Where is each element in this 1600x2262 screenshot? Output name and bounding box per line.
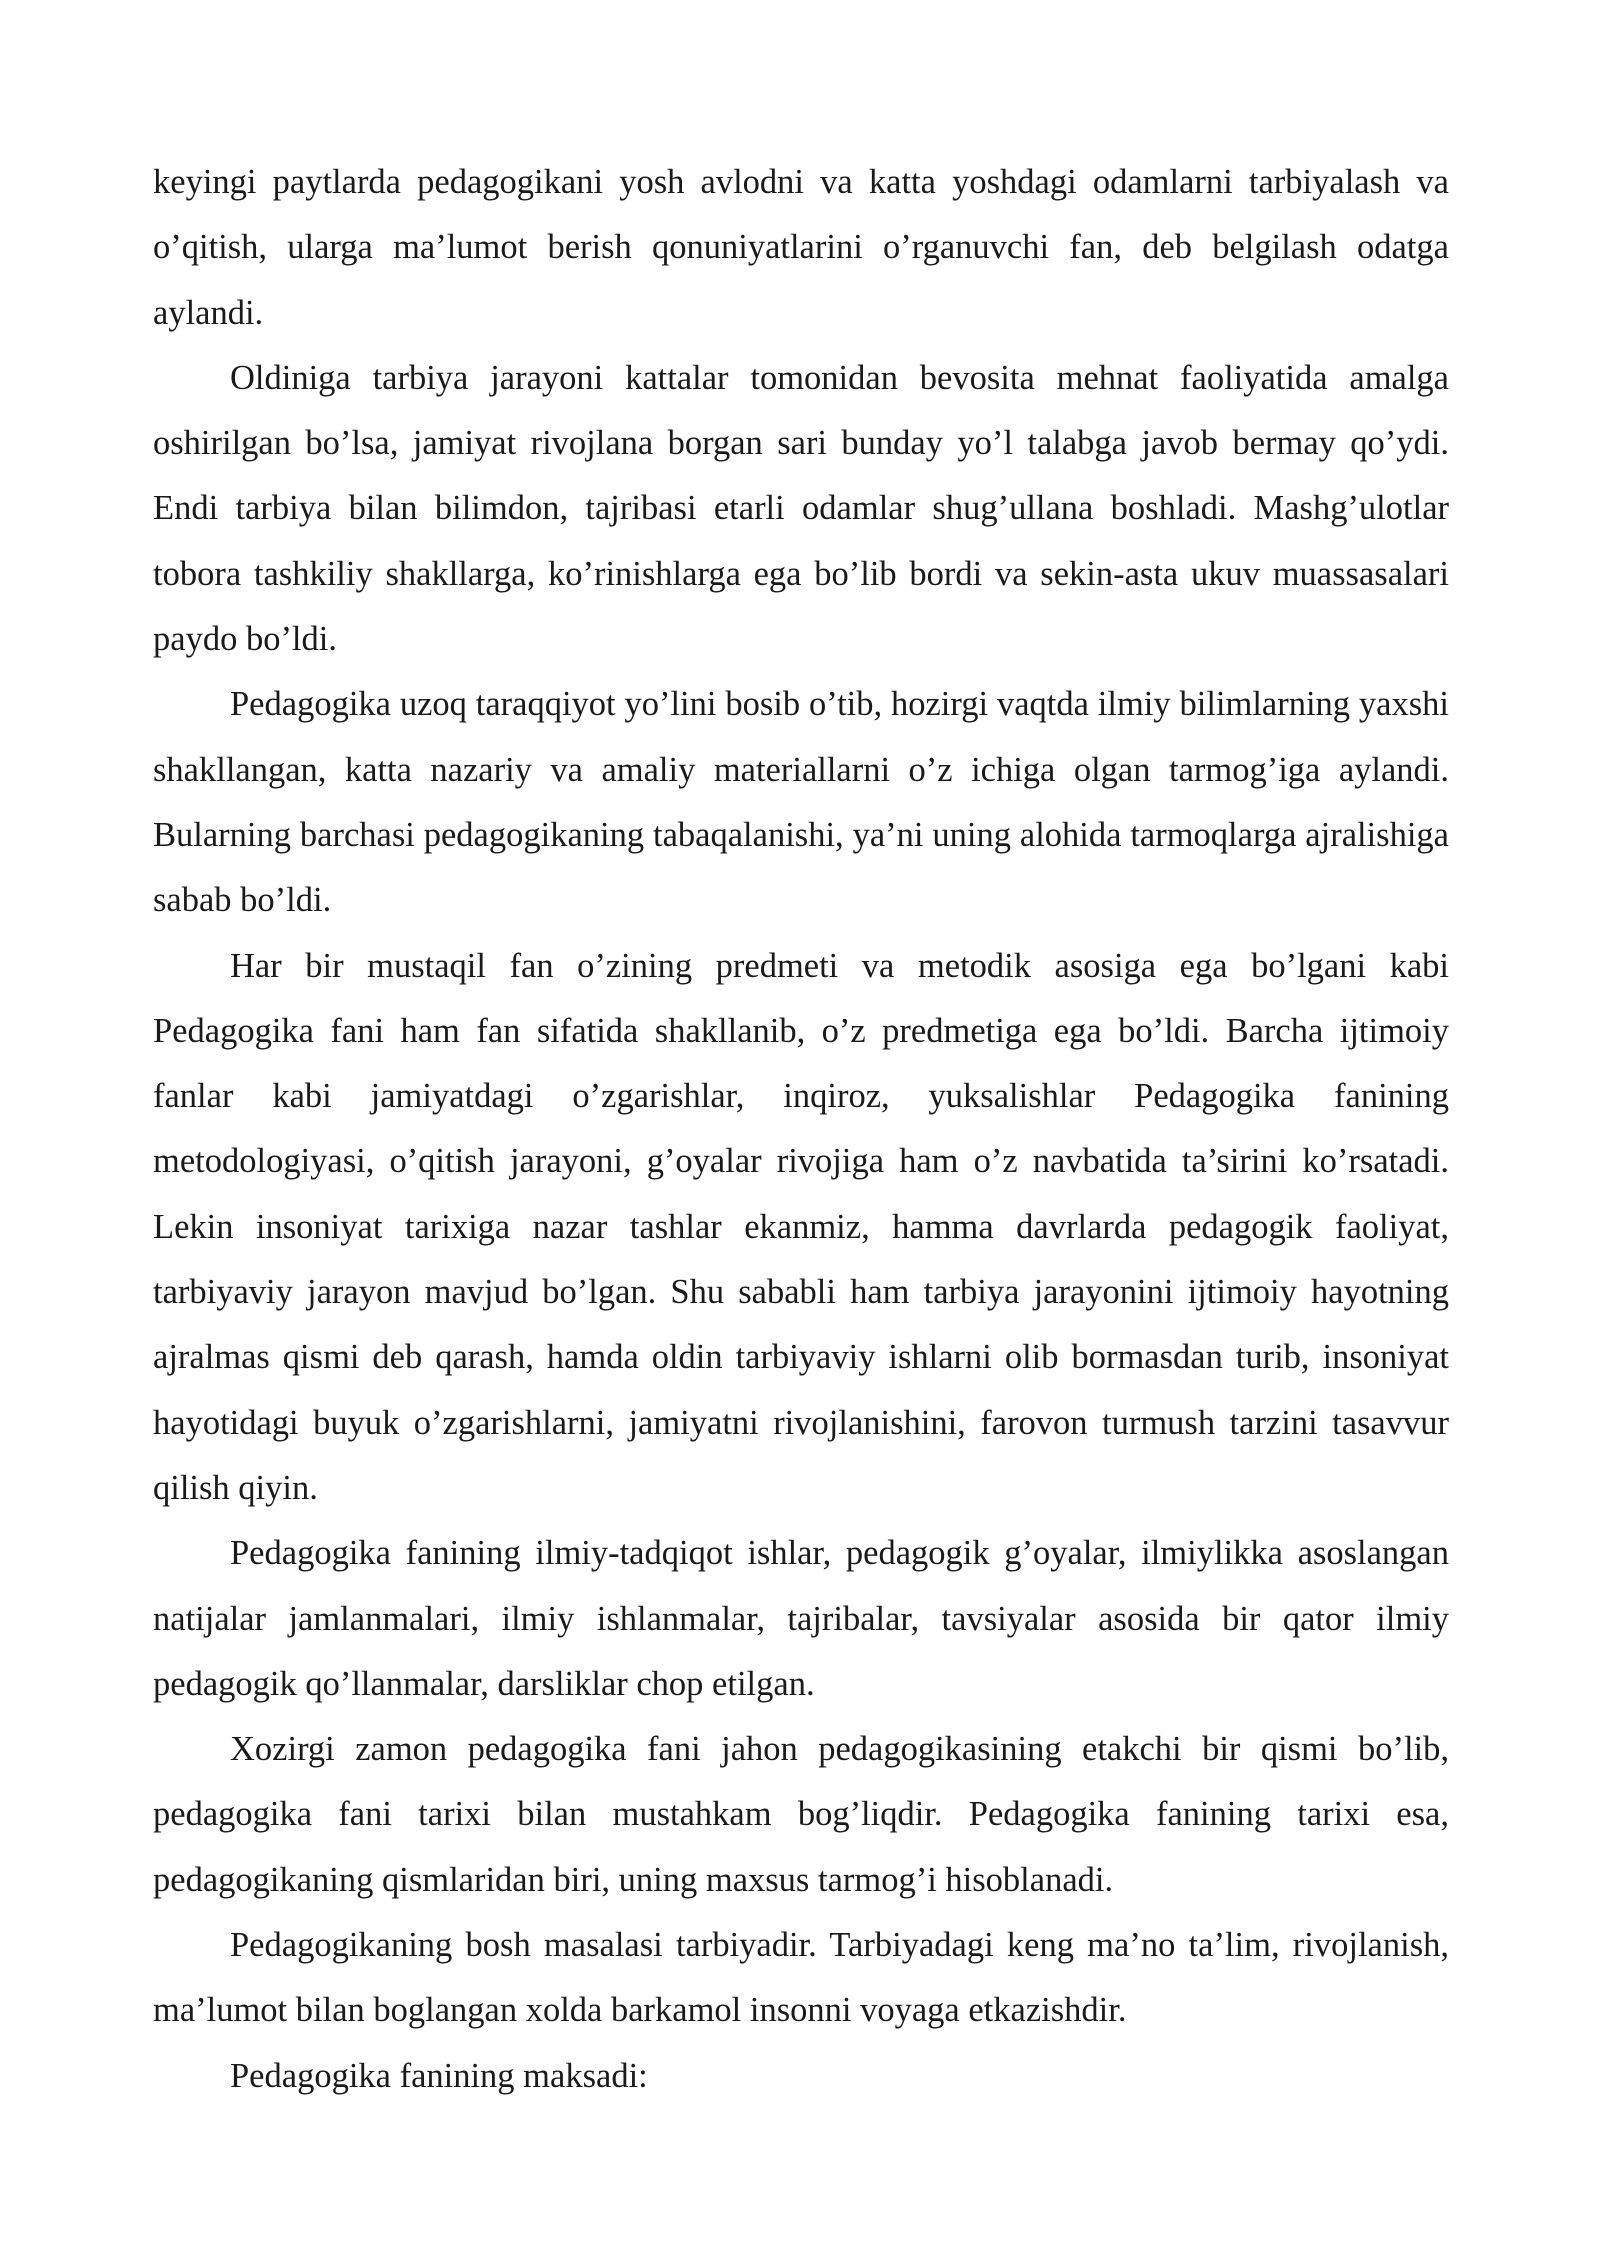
paragraph-4: Har bir mustaqil fan o’zining predmeti va metodik asosiga ega bo’lgani kabi Pedagogika fani ham fan sifatida shakllanib, o’z predmetiga ega bo’ldi. Barcha ijtimoiy fanlar kabi jamiyatdagi o’zgarishlar, inqiroz, yuksalishlar Pedagogika fanining metodologiyasi, o’qitish jarayoni, g’oyalar rivojiga ham o’z navbatida ta’sirini ko’rsatadi. Lekin insoniyat tarixiga nazar tashlar ekanmiz, hamma davrlarda pedagogik faoliyat, tarbiyaviy jarayon mavjud bo’lgan. Shu sababli ham tarbiya jarayonini ijtimoiy hayotning ajralmas qismi deb qarash, hamda oldin tarbiyaviy ishlarni olib bormasdan turib, insoniyat hayotidagi buyuk o’zgarishlarni, jamiyatni rivojlanishini, farovon turmush tarzini tasavvur qilish qiyin.	[153, 946, 1449, 1507]
paragraph-3: Pedagogika uzoq taraqqiyot yo’lini bosib o’tib, hozirgi vaqtda ilmiy bilimlarning yaxshi shakllangan, katta nazariy va amaliy materiallarni o’z ichiga olgan tarmog’iga aylandi. Bularning barchasi pedagogikaning tabaqalanishi, ya’ni uning alohida tarmoqlarga ajralishiga sabab bo’ldi.	[153, 685, 1449, 920]
paragraph-2: Oldiniga tarbiya jarayoni kattalar tomonidan bevosita mehnat faoliyatida amalga oshirilgan bo’lsa, jamiyat rivojlana borgan sari bunday yo’l talabga javob bermay qo’ydi. Endi tarbiya bilan bilimdon, tajribasi etarli odamlar shug’ullana boshladi. Mashg’ulotlar tobora tashkiliy shakllarga, ko’rinishlarga ega bo’lib bordi va sekin-asta ukuv muassasalari paydo bo’ldi.	[153, 358, 1449, 659]
paragraph-6: Xozirgi zamon pedagogika fani jahon pedagogikasining etakchi bir qismi bo’lib, pedagogika fani tarixi bilan mustahkam bog’liqdir. Pedagogika fanining tarixi esa, pedagogikaning qismlaridan biri, uning maxsus tarmog’i hisoblanadi.	[153, 1730, 1449, 1899]
paragraph-5: Pedagogika fanining ilmiy-tadqiqot ishlar, pedagogik g’oyalar, ilmiylikka asoslangan natijalar jamlanmalari, ilmiy ishlanmalar, tajribalar, tavsiyalar asosida bir qator ilmiy pedagogik qo’llanmalar, darsliklar chop etilgan.	[153, 1534, 1449, 1703]
paragraph-7: Pedagogikaning bosh masalasi tarbiyadir. Tarbiyadagi keng ma’no ta’lim, rivojlanish, ma’lumot bilan boglangan xolda barkamol insonni voyaga etkazishdir.	[153, 1926, 1449, 2030]
paragraph-1: keyingi paytlarda pedagogikani yosh avlodni va katta yoshdagi odamlarni tarbiyalash va o’qitish, ularga ma’lumot berish qonuniyatlarini o’rganuvchi fan, deb belgilash odatga aylandi.	[153, 163, 1449, 332]
paragraph-8: Pedagogika fanining maksadi:	[230, 2056, 648, 2095]
document-page	[153, 150, 1449, 2109]
